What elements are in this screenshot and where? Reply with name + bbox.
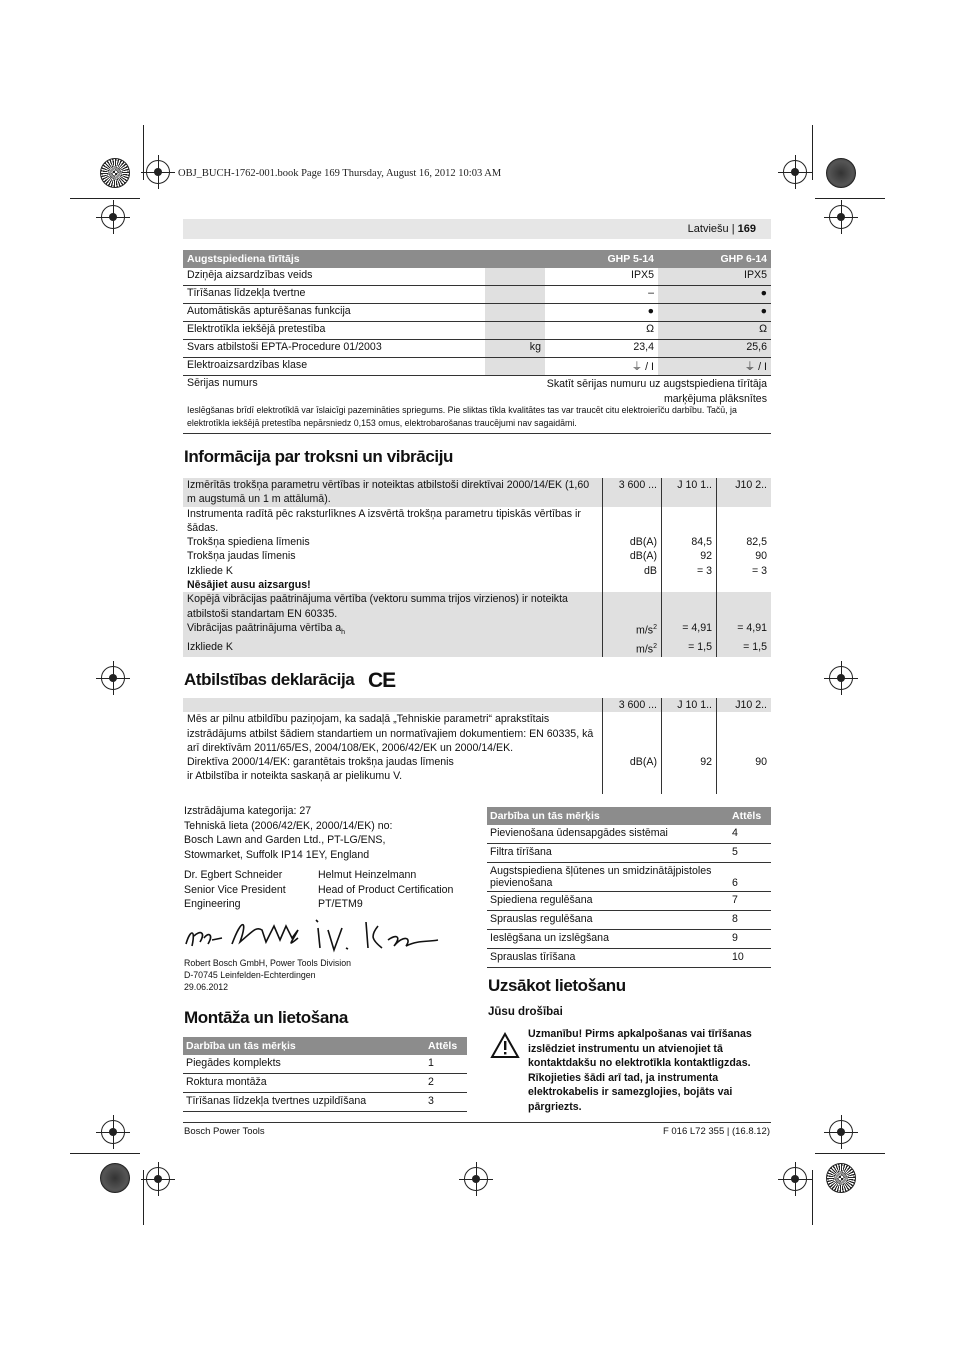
page-header-bar	[183, 219, 771, 239]
signatory-2: Helmut Heinzelmann Head of Product Certification PT/ETM9	[318, 869, 454, 910]
table-row: Sprauslas tīrīšana 10	[487, 949, 771, 968]
registration-mark	[101, 666, 125, 690]
spec-row: Sērijas numurs Skatīt sērijas numuru uz augstspiediena tīrītāja marķējuma plāksnītes	[187, 377, 767, 405]
registration-rosette	[826, 158, 856, 188]
ce-mark-icon: CE	[368, 669, 396, 692]
spec-row: Dziņēja aizsardzības veids IPX5 IPX5	[183, 268, 771, 286]
vibration-intro: Kopējā vibrācijas paātrinājuma vērtība (vektoru summa trijos virzienos) ir noteikta atbilstoši standartam EN 60335.	[183, 592, 603, 621]
registration-mark	[829, 205, 853, 229]
assembly-table: Darbība un tās mērķis Attēls Piegādes komplekts 1 Roktura montāža 2 Tīrīšanas līdzekļa tvertnes uzpildīšana 3	[183, 1037, 467, 1112]
spec-row: Automātiskās apturēšanas funkcija ● ●	[183, 304, 771, 322]
table-row: Filtra tīrīšana 5	[487, 844, 771, 863]
spec-col2: GHP 6-14	[658, 250, 771, 268]
page-header: Latviešu | 169	[687, 223, 756, 235]
noise-heading: Informācija par troksni un vibrāciju	[184, 447, 454, 466]
table-row: Pievienošana ūdensapgādes sistēmai 4	[487, 825, 771, 844]
assembly-heading: Montāža un lietošana	[184, 1008, 348, 1027]
table-row: Ieslēgšana un izslēgšana 9	[487, 930, 771, 949]
declaration-table: 3 600 ... J 10 1.. J10 2.. Mēs ar pilnu atbildību paziņojam, ka sadaļā „Tehniskie parametri“ aprakstītais izstrādājums atbilst šādiem standartiem un normatīvajiem dokumentiem: EN 60335, kā arī direktīvām 2011/65/ES, 2004/108/EK, 2006/42/EK un 2000/14/EK. Direktīva 2000/14/EK: garantētais trokšņa jaudas līmenis ir Atbilstība ir noteikta saskaņā ar pielikumu V. dB(A) 92 90	[183, 698, 771, 794]
crop-mark	[70, 1153, 140, 1154]
registration-mark	[464, 1167, 488, 1191]
registration-mark	[101, 1120, 125, 1144]
safety-warning: Uzmanību! Pirms apkalpošanas vai tīrīšanas izslēdziet instrumentu un atvienojiet tā kontaktdakšu no elektrotīkla kontaktligzdas. Rīkojieties šādi arī tad, ja instrumenta elektrokabelis ir samezglojies, bojāts vai pārgriezts.	[528, 1028, 752, 1113]
registration-mark	[101, 205, 125, 229]
noise-row: Trokšņa spiediena līmenis dB(A) 84,5 82,5	[183, 535, 771, 549]
declaration-text: Mēs ar pilnu atbildību paziņojam, ka sadaļā „Tehniskie parametri“ aprakstītais izstrādājums atbilst šādiem standartiem un normatīvajiem dokumentiem: EN 60335, kā arī direktīvām 2011/65/ES, 2004/108/EK, 2006/42/EK un 2000/14/EK.	[187, 713, 594, 754]
registration-mark	[829, 666, 853, 690]
declaration-heading: Atbilstības deklarācija	[184, 670, 355, 689]
registration-rosette	[100, 158, 130, 188]
spec-row: Elektroaizsardzības klase ⏚ / I ⏚ / I	[183, 358, 771, 376]
crop-mark	[812, 125, 813, 180]
signatory-1: Dr. Egbert Schneider Senior Vice President Engineering	[184, 869, 286, 910]
start-heading: Uzsākot lietošanu	[488, 976, 626, 995]
spec-note: Ieslēgšanas brīdī elektrotīklā var īslaicīgi pazemināties spriegums. Pie sliktas tīkla kvalitātes tas var traucēt citu elektroierīču darbību. Tačū, ja elektrotīkla iekšējā pretestība nepārsniedz 0,153 omus, elektrobarošanas traucējumi nav sagaidāmi.	[187, 405, 737, 428]
table-row: Tīrīšanas līdzekļa tvertnes uzpildīšana 3	[183, 1093, 467, 1112]
company-info: Izstrādājuma kategorija: 27 Tehniskā lieta (2006/42/EK, 2000/14/EK) no: Bosch Lawn and Garden Ltd., PT-LG/ENS, Stowmarket, Suffolk IP14 1EY, England	[184, 805, 393, 861]
registration-mark	[783, 1167, 807, 1191]
table-row: Spiediena regulēšana 7	[487, 892, 771, 911]
noise-intro: Izmērītās trokšņa parametru vērtības ir noteiktas atbilstoši direktīvai 2000/14/EK (1,60 m augstumā un 1 m attālumā).	[183, 478, 603, 507]
registration-mark	[829, 1120, 853, 1144]
noise-row: Izkliede K dB = 3 = 3	[183, 564, 771, 578]
table-row: Roktura montāža 2	[183, 1074, 467, 1093]
footer-right: F 016 L72 355 | (16.8.12)	[662, 1126, 770, 1137]
registration-mark	[146, 160, 170, 184]
registration-rosette	[826, 1163, 856, 1193]
spec-row: Tīrīšanas līdzekļa tvertne – ●	[183, 286, 771, 304]
vibration-row: Izkliede K $m/s^2$ = 1,5 = 1,5	[183, 640, 771, 657]
registration-rosette	[100, 1163, 130, 1193]
safety-subheading: Jūsu drošībai	[488, 1006, 563, 1018]
operations-table: Darbība un tās mērķis Attēls Pievienošana ūdensapgādes sistēmai 4 Filtra tīrīšana 5 Augstspiediena šļūtenes un smidzinātājpistoles pievienošana 6 Spiediena regulēšana 7 Sprauslas regulēšana 8 Ieslēgšana un izslēgšana 9 Sprauslas tīrīšana 10	[487, 807, 771, 968]
table-row: Piegādes komplekts 1	[183, 1055, 467, 1074]
registration-mark	[783, 160, 807, 184]
vibration-row: Vibrācijas paātrinājuma vērtība $a_h$ $m/s^2$ = 4,91 = 4,91	[183, 621, 771, 640]
noise-row: Trokšņa jaudas līmenis dB(A) 92 90	[183, 549, 771, 563]
spec-row: Elektrotīkla iekšējā pretestība Ω Ω	[183, 322, 771, 340]
footer-divider	[183, 1122, 771, 1123]
noise-typical: Instrumenta radītā pēc raksturlīknes A izsvērtā trokšņa parametru tipiskās vērtības ir šādas.	[187, 507, 581, 534]
language-label: Latviešu	[687, 223, 729, 235]
signatures	[182, 912, 442, 956]
spec-col1: GHP 5-14	[545, 250, 658, 268]
company-address: Robert Bosch GmbH, Power Tools Division D-70745 Leinfelden-Echterdingen 29.06.2012	[184, 958, 352, 992]
file-info: OBJ_BUCH-1762-001.book Page 169 Thursday, August 16, 2012 10:03 AM	[178, 168, 502, 179]
crop-mark	[812, 1170, 813, 1225]
spec-title: Augstspiediena tīrītājs	[183, 250, 545, 268]
warning-triangle-icon	[490, 1032, 520, 1059]
spec-row: Svars atbilstoši EPTA-Procedure 01/2003 kg 23,4 25,6	[183, 340, 771, 358]
table-row: Augstspiediena šļūtenes un smidzinātājpistoles pievienošana 6	[487, 863, 771, 892]
registration-mark	[146, 1167, 170, 1191]
page-number: 169	[737, 223, 756, 235]
ear-protection-warning: Nēsājiet ausu aizsargus!	[187, 579, 311, 592]
crop-mark	[815, 1153, 885, 1154]
table-row: Sprauslas regulēšana 8	[487, 911, 771, 930]
spec-table	[183, 250, 771, 408]
footer-left: Bosch Power Tools	[184, 1126, 265, 1137]
crop-mark	[815, 198, 885, 199]
noise-table: Izmērītās trokšņa parametru vērtības ir noteiktas atbilstoši direktīvai 2000/14/EK (1,60 m augstumā un 1 m attālumā). 3 600 ... J 10 1.. J10 2.. Instrumenta radītā pēc raksturlīknes A izsvērtā trokšņa parametru tipiskās vērtības ir šādas. Trokšņa spiediena līmenis dB(A) 84,5 82,5 Trokšņa jaudas līmenis dB(A) 92 90 Izkliede K dB = 3 = 3 Nēsājiet ausu aizsargus! Kopējā vibrācijas paātrinājuma vērtība (vektoru summa trijos virzienos) ir noteikta atbilstoši standartam EN 60335. Vibrācijas paātrinājuma vērtība $a_h$ $m/s^2$ = 4,91 = 4,91 Izkliede K $m/s^2$ = 1,5 = 1,5	[183, 478, 771, 657]
crop-mark	[70, 198, 140, 199]
divider	[183, 433, 771, 434]
declaration-text2: Direktīva 2000/14/EK: garantētais trokšņa jaudas līmenis ir Atbilstība ir noteikta saskaņā ar pielikumu V.	[187, 756, 454, 783]
